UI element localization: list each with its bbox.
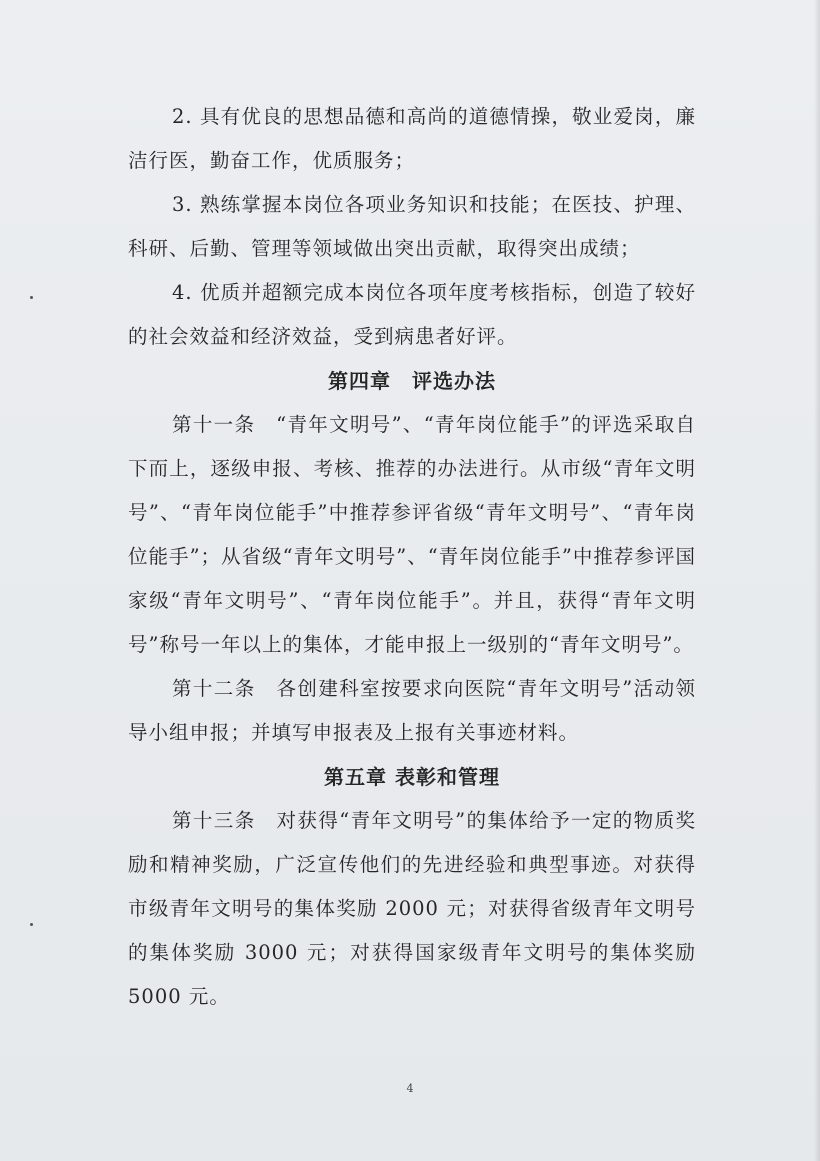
list-item: 3. 熟练掌握本岗位各项业务知识和技能；在医技、护理、科研、后勤、管理等领域做出突出贡献，取得突出成绩； (128, 193, 696, 260)
list-item: 4. 优质并超额完成本岗位各项年度考核指标，创造了较好的社会效益和经济效益，受到病患者好评。 (128, 281, 696, 348)
chapter-four-heading: 第四章 评选办法 (328, 369, 496, 393)
article-eleven: 第十一条 “青年文明号”、“青年岗位能手”的评选采取自下而上，逐级申报、考核、推荐的办法进行。从市级“青年文明号”、“青年岗位能手”中推荐参评省级“青年文明号”、“青年岗位能手”；从省级“青年文明号”、“青年岗位能手”中推荐参评国家级“青年文明号”、“青年岗位能手”。并且，获得“青年文明号”称号一年以上的集体，才能申报上一级别的“青年文明号”。 (128, 413, 696, 656)
scan-speck (30, 923, 33, 926)
list-item: 2. 具有优良的思想品德和高尚的道德情操，敬业爱岗，廉洁行医，勤奋工作，优质服务； (128, 105, 696, 172)
document-body (128, 95, 696, 1019)
page-number: 4 (406, 1082, 414, 1095)
article-thirteen: 第十三条 对获得“青年文明号”的集体给予一定的物质奖励和精神奖励，广泛宣传他们的先进经验和典型事迹。对获得市级青年文明号的集体奖励 2000 元；对获得省级青年文明号的集体奖励 3000 元；对获得国家级青年文明号的集体奖励 5000 元。 (128, 809, 696, 1008)
article-twelve: 第十二条 各创建科室按要求向医院“青年文明号”活动领导小组申报；并填写申报表及上报有关事迹材料。 (128, 677, 696, 744)
scan-speck (30, 296, 33, 299)
chapter-five-heading: 第五章 表彰和管理 (324, 765, 500, 789)
